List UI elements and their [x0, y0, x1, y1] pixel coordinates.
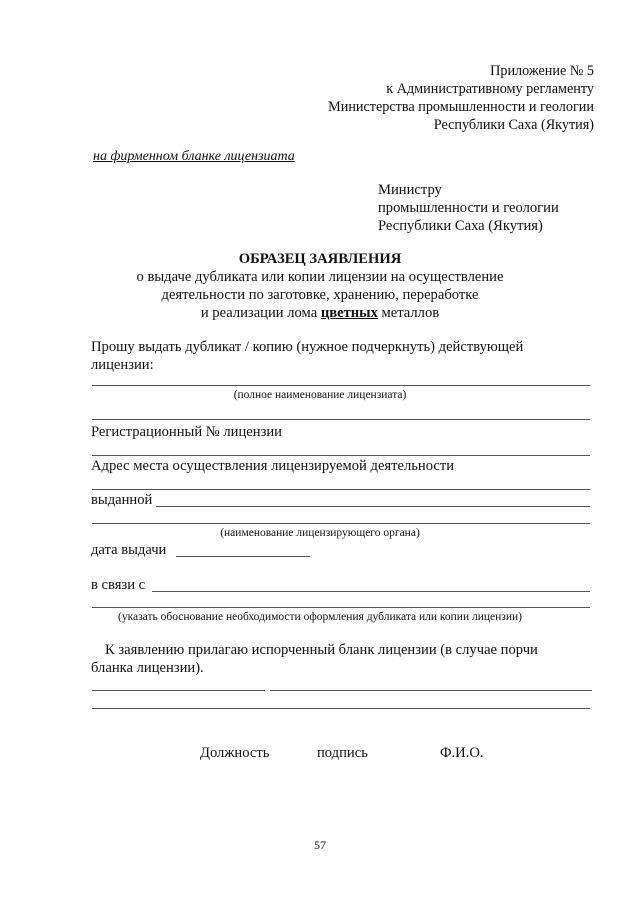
licensee-name-line[interactable] [92, 385, 590, 386]
request-line-1: Прошу выдать дубликат / копию (нужное подчеркнуть) действующей [91, 339, 524, 355]
request-line-2: лицензии: [91, 357, 154, 373]
page-number: 57 [314, 838, 326, 852]
attachment-line-b[interactable] [270, 690, 592, 691]
issue-date-line[interactable] [176, 556, 310, 557]
issue-date-label: дата выдачи [91, 542, 167, 558]
addressee-line-3: Республики Саха (Якутия) [378, 218, 543, 234]
licensee-name-line-2[interactable] [92, 419, 590, 420]
signature-name: Ф.И.О. [440, 745, 484, 761]
reason-line[interactable] [152, 591, 590, 592]
title-bold-word: цветных [320, 305, 378, 321]
reason-caption: (указать обоснование необходимости оформления дубликата или копии лицензии) [118, 611, 522, 623]
licensee-caption: (полное наименование лицензиата) [233, 389, 407, 401]
authority-caption: (наименование лицензирующего органа) [220, 527, 420, 539]
appendix-line-1: Приложение № 5 [490, 63, 594, 79]
appendix-line-4: Республики Саха (Якутия) [433, 117, 594, 133]
appendix-line-3: Министерства промышленности и геологии [328, 99, 594, 115]
letterhead-note: на фирменном бланке лицензиата [93, 149, 295, 164]
address-line[interactable] [92, 489, 590, 490]
title-line-2: деятельности по заготовке, хранению, переработке [161, 287, 479, 303]
issued-line-2[interactable] [92, 523, 590, 524]
attachment-line-a[interactable] [92, 690, 265, 691]
issued-label: выданной [91, 492, 153, 508]
signature-position: Должность [200, 745, 270, 761]
appendix-line-2: к Административному регламенту [386, 81, 594, 97]
document-title: ОБРАЗЕЦ ЗАЯВЛЕНИЯ [238, 251, 402, 267]
attachment-line-2: бланка лицензии). [91, 660, 204, 676]
title-line-3: и реализации лома цветных металлов [200, 305, 440, 321]
title-line-1: о выдаче дубликата или копии лицензии на осуществление [136, 269, 504, 285]
reg-number-label: Регистрационный № лицензии [91, 424, 282, 440]
addressee-line-1: Министру [378, 182, 442, 198]
attachment-line-c[interactable] [92, 708, 590, 709]
attachment-line-1: К заявлению прилагаю испорченный бланк лицензии (в случае порчи [105, 642, 538, 658]
reason-line-2[interactable] [92, 607, 590, 608]
addressee-line-2: промышленности и геологии [378, 200, 559, 216]
issued-line[interactable] [156, 506, 590, 507]
reg-number-line[interactable] [92, 455, 590, 456]
reason-label: в связи с [91, 577, 146, 593]
signature-sign: подпись [317, 745, 368, 761]
address-label: Адрес места осуществления лицензируемой деятельности [91, 458, 455, 474]
